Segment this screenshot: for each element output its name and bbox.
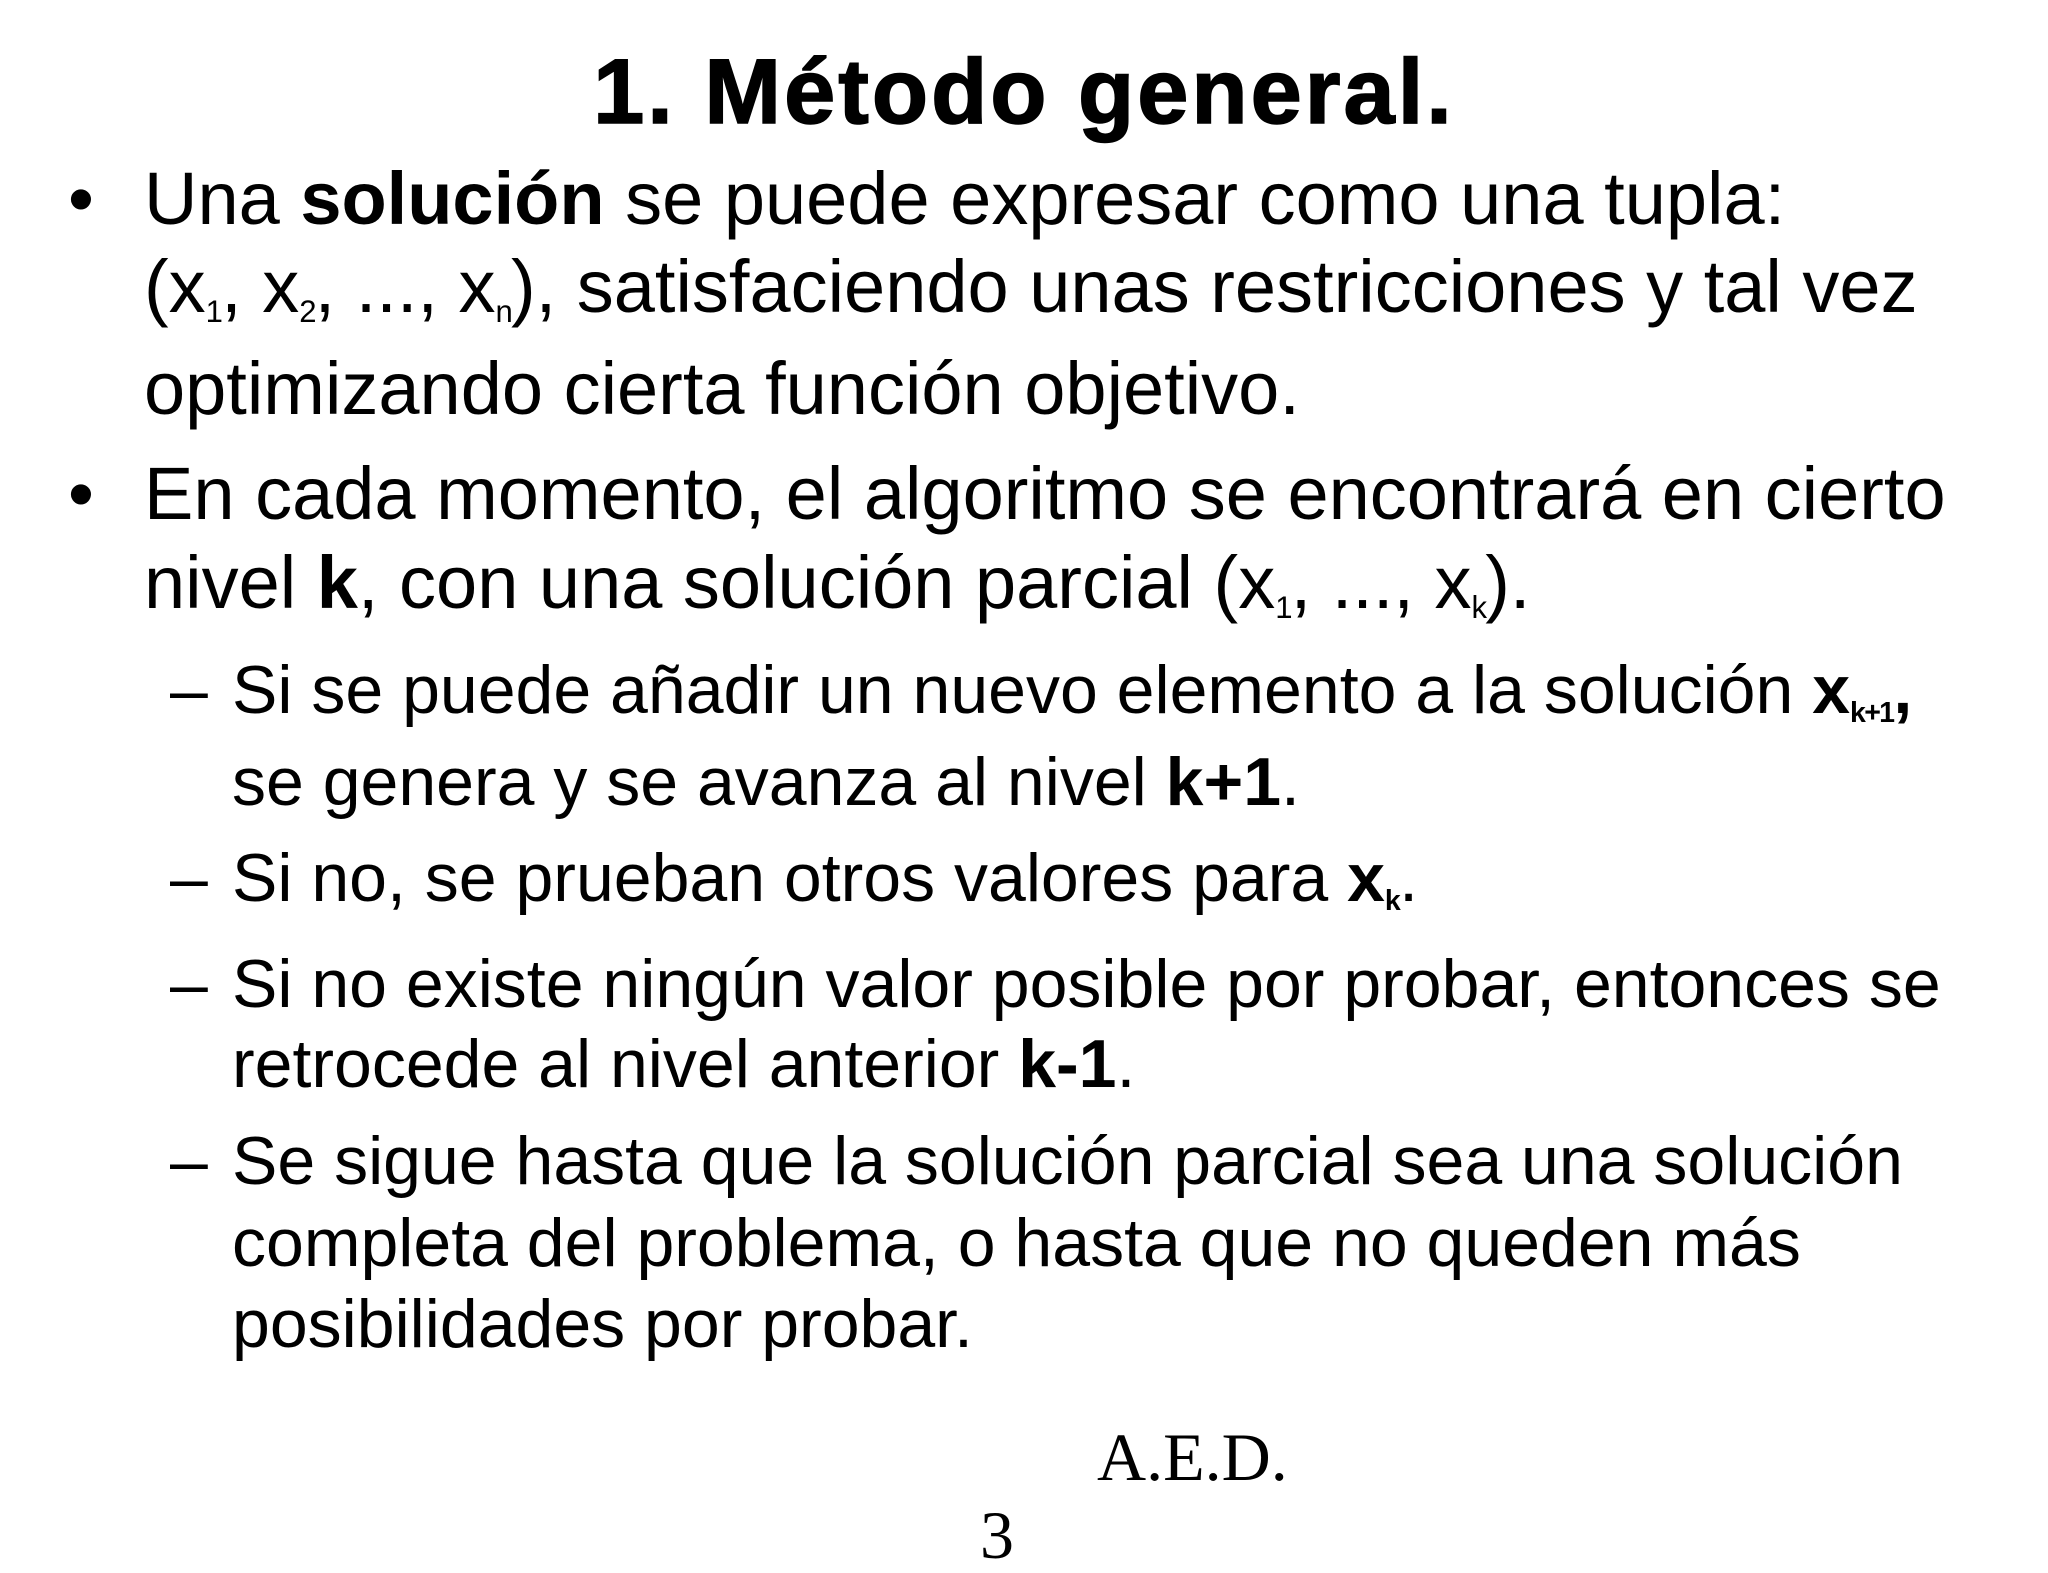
text-run: nivel (144, 541, 317, 624)
text-run: ). (1485, 541, 1531, 624)
subitem-3-marker: – (170, 946, 208, 1022)
subitem-2-line-1 (232, 838, 1418, 918)
subitem-4-marker: – (170, 1123, 208, 1199)
footer-course-label: A.E.D. (1097, 1419, 1288, 1495)
slide-title: 1. Método general. (593, 41, 1455, 143)
text-run: Si no, se prueban otros valores para (232, 840, 1348, 916)
subitem-4-line-2 (232, 1203, 1801, 1283)
subitem-1-line-2 (232, 742, 1300, 822)
subscript: 1 (205, 293, 222, 329)
text-run: retrocede al nivel anterior (232, 1026, 1019, 1102)
subscript: n (495, 293, 511, 329)
text-run: , x (221, 245, 300, 328)
text-run: ), satisfaciendo unas restricciones y tal vez (510, 245, 1918, 328)
text-run: . (1116, 1026, 1136, 1102)
text-run: completa del problema, o hasta que no queden más (232, 1205, 1801, 1281)
page-number: 3 (980, 1497, 1014, 1573)
text-run: , con una solución parcial (x (357, 541, 1276, 624)
bold-term: x (1812, 652, 1851, 728)
bullet-1-line-2 (144, 242, 1918, 332)
text-run: , ..., x (1290, 541, 1472, 624)
text-run: . (1281, 744, 1300, 820)
text-run: Una (144, 157, 301, 240)
text-run: . (1399, 840, 1418, 916)
subitem-3-line-1 (232, 944, 1941, 1024)
subscript: k (1471, 589, 1486, 625)
text-run: , (1893, 652, 1913, 728)
bold-term: solución (300, 157, 605, 240)
bold-term: x (1347, 840, 1385, 916)
bullet-1-line-3 (144, 344, 1300, 434)
subscript: k (1384, 885, 1400, 918)
subitem-4-line-1 (232, 1121, 1903, 1201)
text-run: se puede expresar como una tupla: (604, 157, 1786, 240)
bold-term: k (316, 541, 358, 624)
bullet-1-line-1 (144, 154, 1785, 244)
subscript: 1 (1275, 589, 1291, 625)
subitem-1-marker: – (170, 652, 208, 728)
text-run: posibilidades por probar. (232, 1286, 973, 1362)
bullet-1-marker: • (68, 157, 94, 240)
text-run: Si se puede añadir un nuevo elemento a la solución (232, 652, 1813, 728)
text-run: Se sigue hasta que la solución parcial sea una solución (232, 1123, 1903, 1199)
text-run: En cada momento, el algoritmo se encontrará en cierto (144, 452, 1946, 535)
subitem-3-line-2 (232, 1024, 1135, 1104)
subitem-4-line-3 (232, 1284, 973, 1364)
bold-term: k+1 (1165, 744, 1282, 820)
text-run: Si no existe ningún valor posible por probar, entonces se (232, 946, 1941, 1022)
subitem-1-line-1 (232, 650, 1912, 730)
bullet-2-line-1 (144, 449, 1946, 539)
text-run: , ..., x (314, 245, 496, 328)
text-run: se genera y se avanza al nivel (232, 744, 1166, 820)
bullet-2-marker: • (68, 452, 94, 535)
subscript: 2 (299, 293, 315, 329)
subscript: k+1 (1850, 697, 1894, 730)
subitem-2-marker: – (170, 840, 208, 916)
text-run: (x (144, 245, 206, 328)
text-run: optimizando cierta función objetivo. (144, 347, 1300, 430)
bold-term: k-1 (1018, 1026, 1117, 1102)
bullet-2-line-2 (144, 538, 1530, 628)
